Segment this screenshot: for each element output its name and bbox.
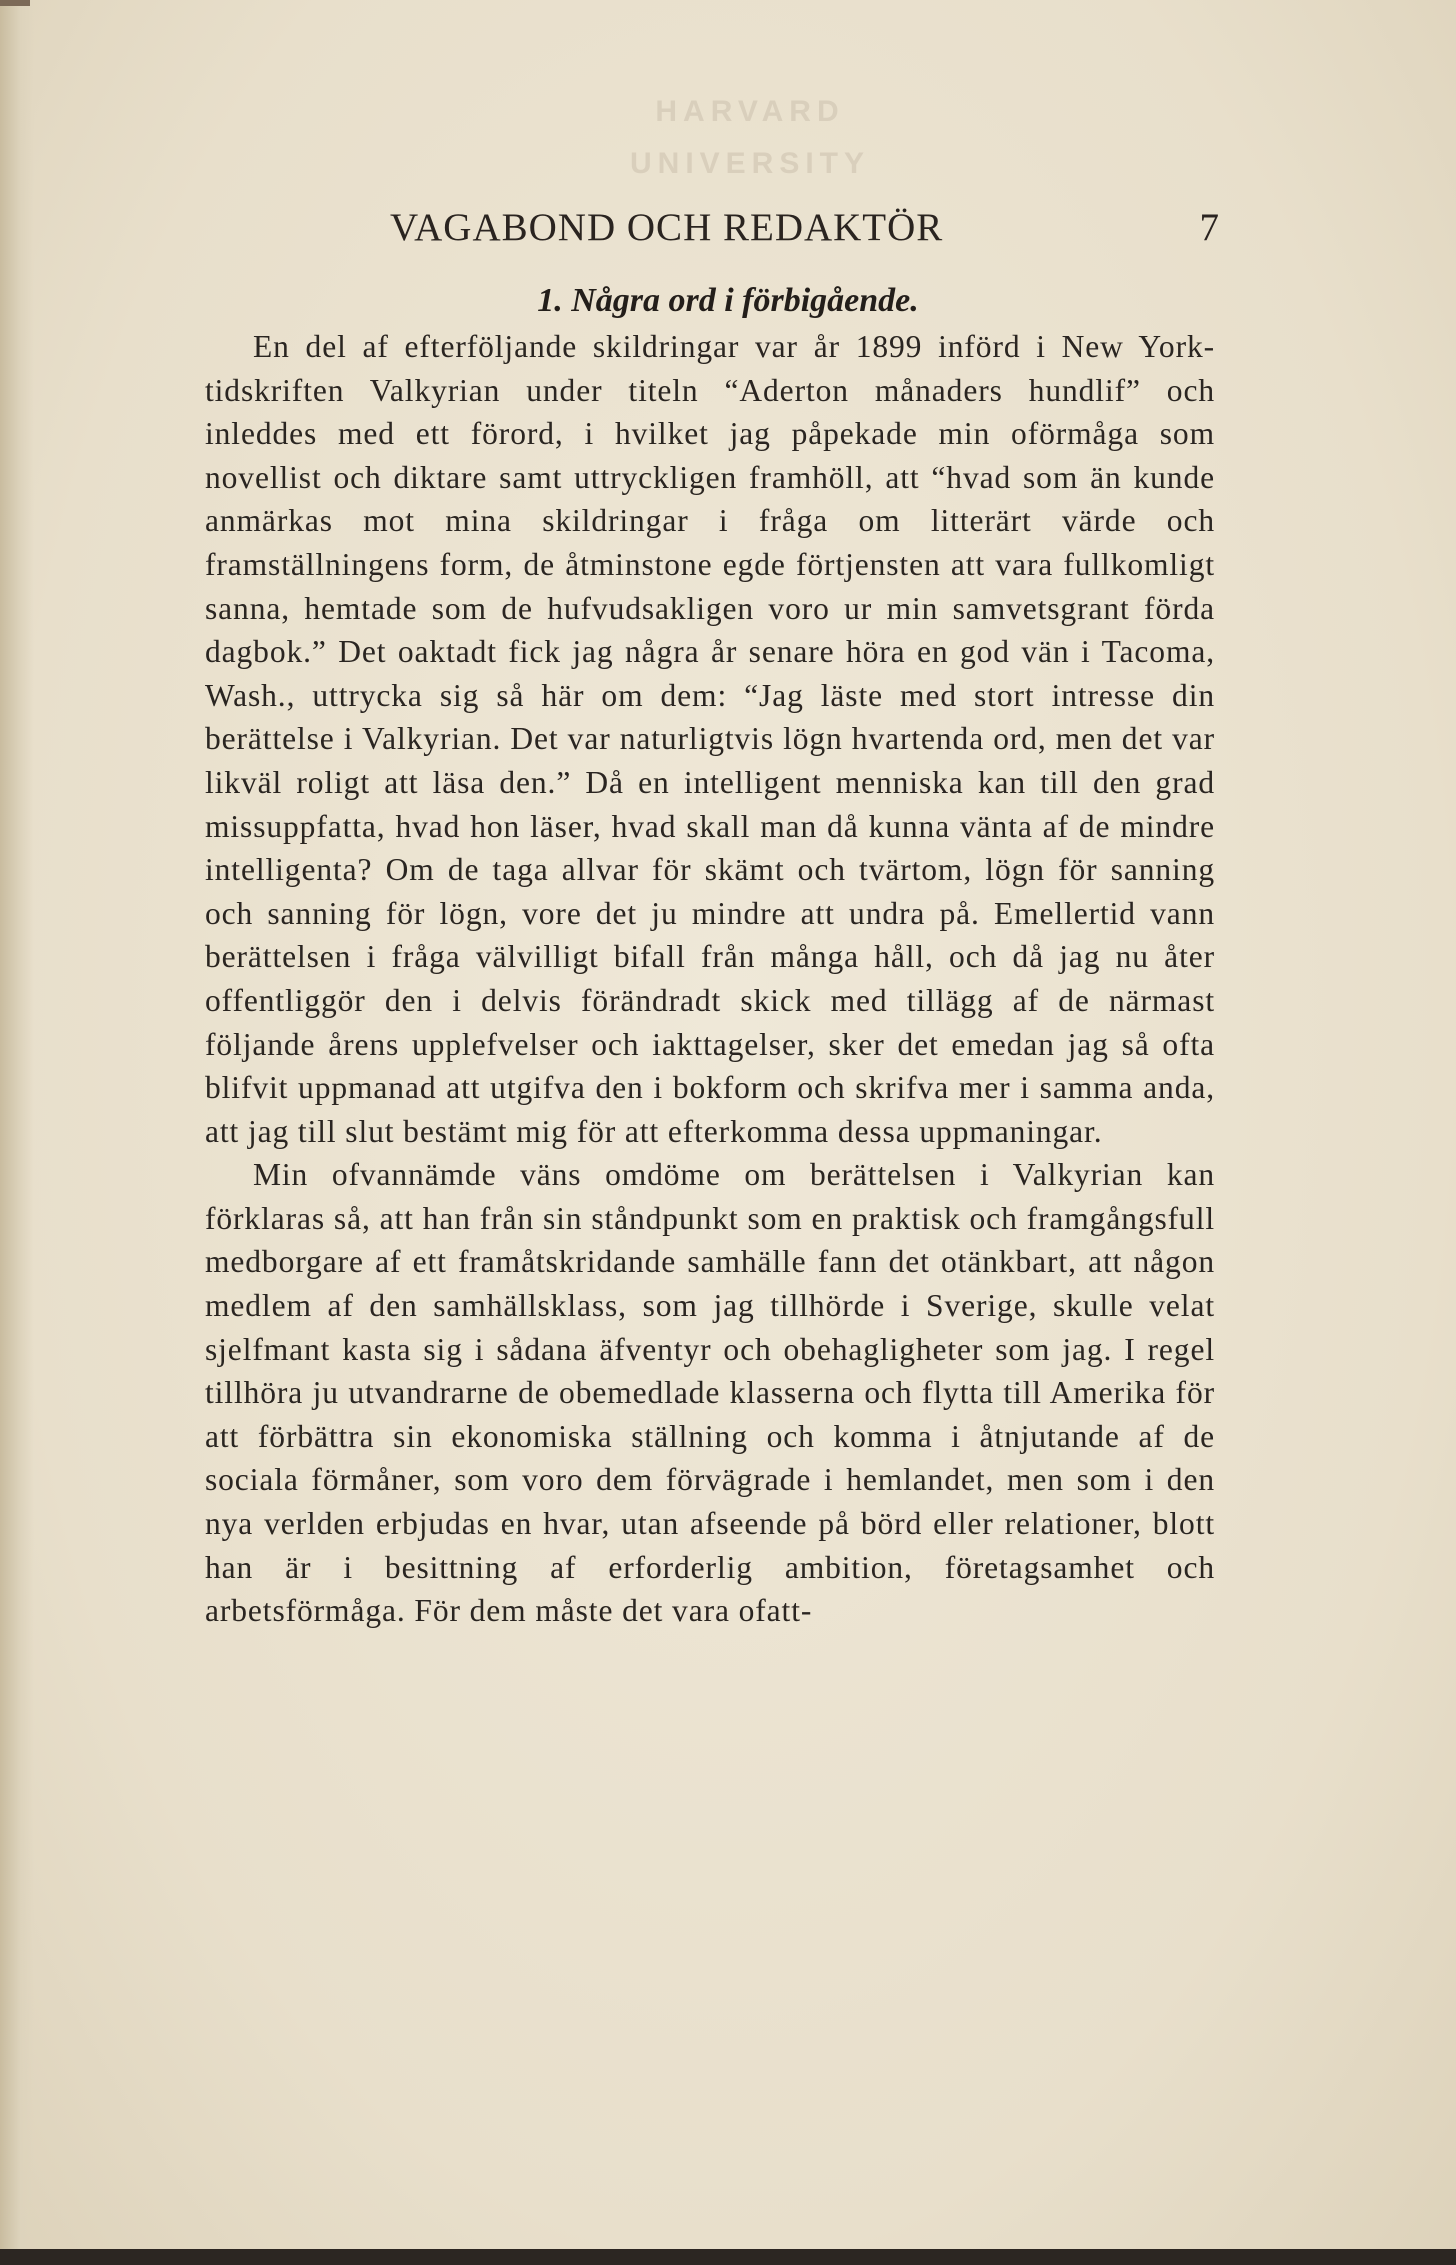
section-heading: 1. Några ord i förbigående. <box>537 282 919 319</box>
spine-mark <box>0 0 30 6</box>
paragraph: En del af efterföljande skildringar var år 1899 införd i New York-tidskriften Valkyrian under titeln “Aderton månaders hundlif” och inleddes med ett förord, i hvilket jag påpekade min oförmåga som novellist och diktare samt uttryckligen framhöll, att “hvad som än kunde anmärkas mot mina skildringar i fråga om litterärt värde och framställningens form, de åtminstone egde förtjensten att vara fullkomligt sanna, hemtade som de hufvudsakligen voro ur min samvetsgrant förda dagbok.” Det oaktadt fick jag några år senare höra en god vän i Tacoma, Wash., uttrycka sig så här om dem: “Jag läste med stort intresse din berättelse i Valkyrian. Det var naturligtvis lögn hvartenda ord, men det var likväl roligt att läsa den.” Då en intelligent menniska kan till den grad missuppfatta, hvad hon läser, hvad skall man då kunna vänta af de mindre intelligenta? Om de taga allvar för skämt och tvärtom, lögn för sanning och sanning för lögn, vore det ju mindre att undra på. Emellertid vann berättelsen i fråga välvilligt bifall från många håll, och då jag nu åter offentliggör den i delvis förändradt skick med tillägg af de närmast följande årens upplefvelser och iakttagelser, sker det emedan jag så ofta blifvit uppmanad att utgifva den i bokform och skrifva mer i samma anda, att jag till slut bestämt mig för att efterkomma dessa uppmaningar. <box>205 329 1215 1149</box>
library-stamp-line: HARVARD <box>655 95 845 128</box>
library-stamp <box>600 86 900 190</box>
running-head-title: VAGABOND OCH REDAKTÖR <box>390 206 944 249</box>
library-stamp-line: UNIVERSITY <box>629 147 871 180</box>
page-number: 7 <box>1199 206 1220 249</box>
body-text <box>205 325 1215 1633</box>
page-bottom-edge <box>0 2249 1456 2265</box>
paragraph: Min ofvannämde väns omdöme om berättelsen i Valkyrian kan förklaras så, att han från sin ståndpunkt som en praktisk och framgångsfull medborgare af ett framåtskridande samhälle fann det otänkbart, att någon medlem af den samhällsklass, som jag tillhörde i Sverige, skulle velat sjelfmant kasta sig i sådana äfventyr och obehagligheter som jag. I regel tillhöra ju utvandrarne de obemedlade klasserna och flytta till Amerika för att förbättra sin ekonomiska ställning och komma i åtnjutande af de sociala förmåner, som voro dem förvägrade i hemlandet, men som i den nya verlden erbjudas en hvar, utan afseende på börd eller relationer, blott han är i besittning af erforderlig ambition, företagsamhet och arbetsförmåga. För dem måste det vara ofatt- <box>205 1157 1215 1629</box>
running-header <box>390 205 1220 265</box>
page-gutter <box>0 0 34 2265</box>
